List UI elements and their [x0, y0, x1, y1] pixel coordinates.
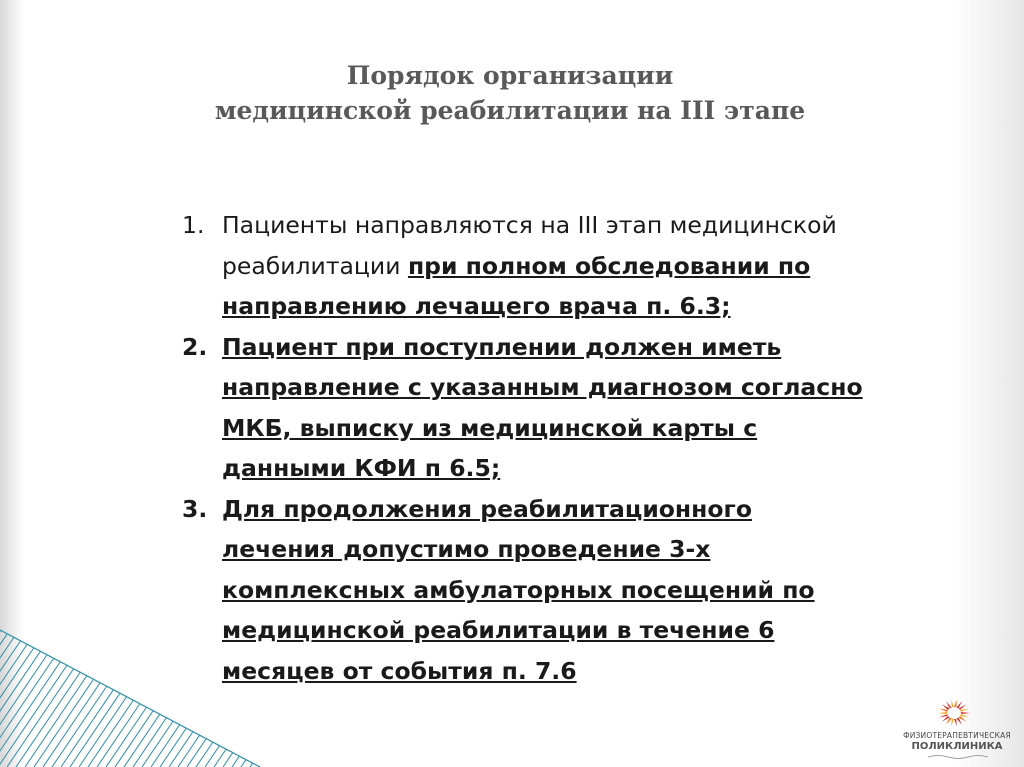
- title-line-1: Порядок организации: [346, 61, 674, 90]
- list-item-number: 1.: [182, 211, 205, 239]
- logo-text-line-1: ФИЗИОТЕРАПЕВТИЧЕСКАЯ: [903, 731, 1011, 740]
- logo-tagline-squiggle: [898, 754, 1016, 760]
- list-item-underlined-text: Для продолжения реабилитационного лечения допустимо проведение 3-х комплексных амбулаторных посещений по медицинской реабилитации в течение 6 месяцев от события п. 7.6: [222, 494, 815, 685]
- list-item-underlined-text: Пациент при поступлении должен иметь направление с указанным диагнозом согласно МКБ, выписку из медицинской карты с данными КФИ п 6.5;: [222, 332, 863, 482]
- list-item-underlined-text: при полном обследовании по направлению лечащего врача п. 6.3;: [222, 251, 811, 320]
- clinic-logo: [898, 695, 1016, 767]
- list-item-2: [182, 327, 872, 489]
- list-item-number: 2.: [182, 332, 208, 361]
- requirements-list: [182, 205, 872, 691]
- sun-logo-icon: [930, 695, 978, 731]
- list-item-1: [182, 205, 872, 327]
- list-item-3: [182, 489, 872, 692]
- logo-text-line-2: ПОЛИКЛИНИКА: [911, 741, 1003, 752]
- right-edge-shadow: [954, 0, 1024, 767]
- list-item-number: 3.: [182, 494, 208, 523]
- slide-title: [150, 58, 870, 128]
- title-line-2: медицинской реабилитации на III этапе: [214, 96, 806, 125]
- list-item-text: Пациенты направляются на III этап медицинской реабилитации: [222, 211, 837, 280]
